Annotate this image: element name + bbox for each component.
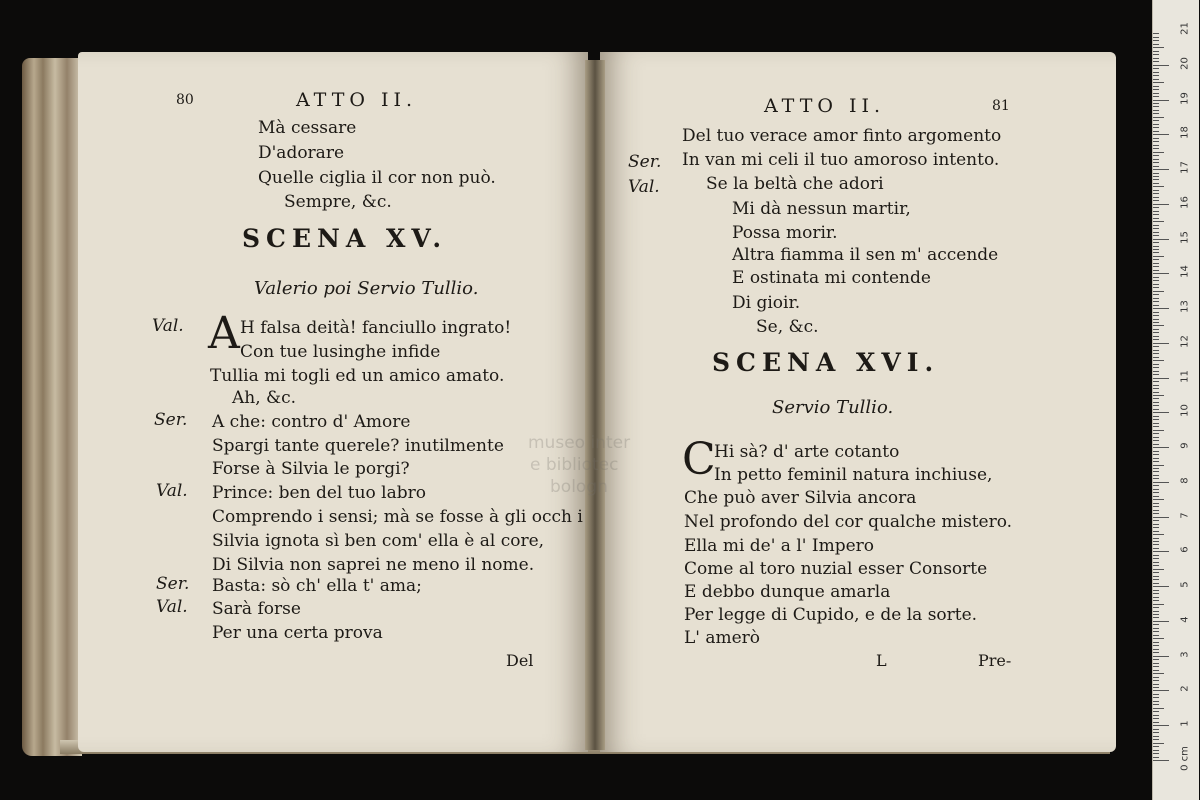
verse-line: Possa morir. (732, 223, 838, 243)
ruler-tick (1153, 179, 1159, 180)
ruler-tick (1153, 225, 1159, 226)
ruler-tick (1153, 621, 1169, 622)
ruler-tick (1153, 287, 1159, 288)
ruler-tick (1153, 405, 1159, 406)
ruler-tick (1153, 708, 1164, 709)
ruler-tick (1153, 166, 1159, 167)
ruler-tick (1153, 569, 1164, 570)
ruler-tick (1153, 524, 1159, 525)
scene-title-xvi: SCENA XVI. (712, 348, 940, 377)
ruler-number: 20 (1179, 56, 1191, 70)
ruler-tick (1153, 152, 1164, 153)
ruler-tick (1153, 398, 1159, 399)
ruler-tick (1153, 214, 1159, 215)
ruler-tick (1153, 124, 1159, 125)
ruler-tick (1153, 426, 1159, 427)
ruler-tick (1153, 218, 1159, 219)
ruler-tick (1153, 423, 1159, 424)
ruler-tick (1153, 642, 1159, 643)
ruler-tick (1153, 544, 1159, 545)
ruler-tick (1153, 110, 1159, 111)
verse-line: In van mi celi il tuo amoroso intento. (682, 150, 1000, 170)
ruler-tick (1153, 440, 1159, 441)
ruler-tick (1153, 89, 1159, 90)
ruler-tick (1153, 729, 1159, 730)
ruler-tick (1153, 649, 1159, 650)
ruler-tick (1153, 190, 1159, 191)
ruler-tick (1153, 117, 1164, 118)
verse-line: Nel profondo del cor qualche mistero. (684, 512, 1013, 532)
ruler-tick (1153, 412, 1169, 413)
verse-line: E ostinata mi contende (732, 268, 931, 288)
ruler-tick (1153, 645, 1159, 646)
verse-line: Di Silvia non saprei ne meno il nome. (212, 555, 535, 575)
verse-line: Comprendo i sensi; mà se fosse à gli occh i (212, 507, 583, 527)
ruler-tick (1153, 579, 1159, 580)
verse-line: Di gioir. (732, 293, 801, 313)
ruler-tick (1153, 319, 1159, 320)
ruler-tick (1153, 284, 1159, 285)
drop-capital: A (208, 308, 240, 359)
ruler-tick (1153, 54, 1159, 55)
verse-line: Prince: ben del tuo labro (212, 483, 426, 503)
ruler-tick (1153, 565, 1159, 566)
ruler-tick (1153, 732, 1159, 733)
ruler-tick (1153, 465, 1164, 466)
speaker-label: Ser. (154, 410, 188, 430)
ruler-tick (1153, 611, 1159, 612)
ruler-tick (1153, 548, 1159, 549)
ruler-tick (1153, 593, 1159, 594)
verse-line: Ah, &c. (232, 388, 297, 408)
speaker-label: Ser. (156, 574, 190, 594)
ruler-tick (1153, 572, 1159, 573)
verse-line: Per una certa prova (212, 623, 383, 643)
ruler-tick (1153, 315, 1159, 316)
signature-mark: L (876, 651, 887, 670)
ruler-tick (1153, 40, 1159, 41)
ruler-number: 0 cm (1179, 746, 1191, 771)
ruler-tick (1153, 308, 1169, 309)
ruler-tick (1153, 628, 1159, 629)
ruler-tick (1153, 624, 1159, 625)
ruler-tick (1153, 277, 1159, 278)
running-head-right: ATTO II. (764, 95, 886, 117)
ruler-tick (1153, 746, 1159, 747)
verse-line: Tullia mi togli ed un amico amato. (210, 366, 505, 386)
catchword-left: Del (506, 651, 534, 670)
ruler-tick (1153, 204, 1169, 205)
ruler-tick (1153, 739, 1159, 740)
ruler-tick (1153, 350, 1159, 351)
ruler-tick (1153, 249, 1159, 250)
verse-line: Del tuo verace amor finto argomento (682, 126, 1002, 146)
ruler-tick (1153, 586, 1169, 587)
verse-line: Ella mi de' a l' Impero (684, 536, 874, 556)
verse-line: Spargi tante querele? inutilmente (212, 436, 504, 456)
page-edges-left (22, 58, 82, 756)
ruler-tick (1153, 551, 1169, 552)
ruler-tick (1153, 684, 1159, 685)
ruler-tick (1153, 503, 1159, 504)
verse-line: Silvia ignota sì ben com' ella è al core, (212, 531, 545, 551)
ruler-tick (1153, 471, 1159, 472)
ruler-tick (1153, 690, 1169, 691)
ruler-tick (1153, 517, 1169, 518)
ruler-tick (1153, 242, 1159, 243)
ruler-tick (1153, 75, 1159, 76)
ruler-tick (1153, 294, 1159, 295)
ruler-tick (1153, 673, 1164, 674)
ruler-tick (1153, 527, 1159, 528)
ruler-tick (1153, 82, 1164, 83)
ruler-tick (1153, 701, 1159, 702)
ruler-number: 2 (1179, 685, 1191, 693)
ruler-tick (1153, 555, 1159, 556)
ruler-number: 7 (1179, 511, 1191, 519)
ruler-tick (1153, 176, 1159, 177)
ruler-tick (1153, 520, 1159, 521)
verse-line: L' amerò (684, 628, 761, 648)
verse-line: Sarà forse (212, 599, 301, 619)
ruler-tick (1153, 360, 1164, 361)
ruler-tick (1153, 138, 1159, 139)
ruler-tick (1153, 103, 1159, 104)
ruler-tick (1153, 145, 1159, 146)
ruler-tick (1153, 433, 1159, 434)
ruler-tick (1153, 259, 1159, 260)
ruler-tick (1153, 677, 1159, 678)
verse-line: Come al toro nuzial esser Consorte (684, 559, 988, 579)
ruler-tick (1153, 638, 1164, 639)
verse-line: Per legge di Cupido, e de la sorte. (684, 605, 978, 625)
ruler-tick (1153, 79, 1159, 80)
ruler-tick (1153, 86, 1159, 87)
ruler-tick (1153, 93, 1159, 94)
ruler-tick (1153, 635, 1159, 636)
page-number-right: 81 (992, 98, 1010, 114)
ruler-tick (1153, 492, 1159, 493)
ruler-tick (1153, 656, 1169, 657)
ruler-tick (1153, 162, 1159, 163)
ruler-tick (1153, 200, 1159, 201)
ruler-tick (1153, 336, 1159, 337)
measuring-ruler (1152, 0, 1199, 800)
ruler-tick (1153, 246, 1159, 247)
ruler-tick (1153, 576, 1159, 577)
ruler-tick (1153, 666, 1159, 667)
ruler-tick (1153, 478, 1159, 479)
ruler-tick (1153, 193, 1159, 194)
ruler-tick (1153, 207, 1159, 208)
ruler-tick (1153, 468, 1159, 469)
ruler-number: 10 (1179, 404, 1191, 418)
ruler-tick (1153, 68, 1159, 69)
ruler-tick (1153, 148, 1159, 149)
verse-line: Quelle ciglia il cor non può. (258, 168, 496, 188)
verse-line: Mi dà nessun martir, (732, 199, 911, 219)
ruler-tick (1153, 100, 1169, 101)
ruler-tick (1153, 44, 1159, 45)
ruler-tick (1153, 663, 1159, 664)
ruler-tick (1153, 159, 1159, 160)
ruler-tick (1153, 280, 1159, 281)
ruler-tick (1153, 131, 1159, 132)
ruler-tick (1153, 273, 1169, 274)
ruler-number: 1 (1179, 720, 1191, 727)
ruler-tick (1153, 715, 1159, 716)
ruler-tick (1153, 374, 1159, 375)
ruler-tick (1153, 454, 1159, 455)
ruler-tick (1153, 617, 1159, 618)
ruler-tick (1153, 291, 1164, 292)
ruler-tick (1153, 631, 1159, 632)
ruler-tick (1153, 597, 1159, 598)
ruler-tick (1153, 329, 1159, 330)
ruler-tick (1153, 364, 1159, 365)
ruler-tick (1153, 61, 1159, 62)
ruler-tick (1153, 482, 1169, 483)
ruler-tick (1153, 416, 1159, 417)
ruler-tick (1153, 725, 1169, 726)
ruler-tick (1153, 141, 1159, 142)
ruler-tick (1153, 235, 1159, 236)
ruler-tick (1153, 37, 1159, 38)
ruler-tick (1153, 604, 1164, 605)
ruler-tick (1153, 298, 1159, 299)
ruler-tick (1153, 760, 1169, 761)
ruler-number: 14 (1179, 265, 1191, 279)
ruler-tick (1153, 186, 1164, 187)
ruler-tick (1153, 197, 1159, 198)
speaker-label: Val. (156, 481, 188, 501)
ruler-tick (1153, 541, 1159, 542)
ruler-tick (1153, 718, 1159, 719)
ruler-tick (1153, 687, 1159, 688)
ruler-tick (1153, 395, 1164, 396)
verse-line: Forse à Silvia le porgi? (212, 459, 410, 479)
ruler-tick (1153, 183, 1159, 184)
ruler-number: 4 (1179, 616, 1191, 623)
verse-line: Mà cessare (258, 118, 357, 138)
ruler-tick (1153, 270, 1159, 271)
ruler-tick (1153, 228, 1159, 229)
ruler-tick (1153, 173, 1159, 174)
ruler-tick (1153, 750, 1159, 751)
ruler-tick (1153, 221, 1164, 222)
ruler-tick (1153, 496, 1159, 497)
ruler-tick (1153, 513, 1159, 514)
ruler-tick (1153, 346, 1159, 347)
ruler-tick (1153, 65, 1169, 66)
ruler-tick (1153, 47, 1164, 48)
ruler-tick (1153, 113, 1159, 114)
library-watermark (528, 432, 630, 498)
ruler-tick (1153, 590, 1159, 591)
ruler-tick (1153, 409, 1159, 410)
verse-line: Basta: sò ch' ella t' ama; (212, 576, 422, 596)
ruler-tick (1153, 736, 1159, 737)
ruler-tick (1153, 722, 1159, 723)
ruler-number: 16 (1179, 195, 1191, 209)
verse-line: In petto feminil natura inchiuse, (714, 465, 993, 485)
watermark-line: bologn (550, 477, 608, 497)
ruler-number: 13 (1179, 300, 1191, 313)
book-gutter (585, 60, 605, 750)
ruler-tick (1153, 367, 1159, 368)
ruler-number: 6 (1179, 546, 1191, 554)
ruler-tick (1153, 652, 1159, 653)
ruler-tick (1153, 339, 1159, 340)
ruler-tick (1153, 437, 1159, 438)
ruler-tick (1153, 325, 1164, 326)
verse-line: A che: contro d' Amore (212, 412, 411, 432)
ruler-number: 12 (1179, 334, 1191, 348)
ruler-tick (1153, 510, 1159, 511)
verse-line: Se, &c. (756, 317, 819, 337)
ruler-number: 11 (1179, 369, 1191, 383)
verse-line: Sempre, &c. (284, 192, 392, 212)
ruler-tick (1153, 58, 1159, 59)
ruler-tick (1153, 120, 1159, 121)
ruler-tick (1153, 381, 1159, 382)
drop-capital: C (682, 434, 716, 485)
ruler-tick (1153, 600, 1159, 601)
verse-line: D'adorare (258, 143, 345, 163)
verse-line: Altra fiamma il sen m' accende (732, 245, 999, 265)
ruler-tick (1153, 155, 1159, 156)
ruler-tick (1153, 357, 1159, 358)
ruler-tick (1153, 558, 1159, 559)
ruler-number: 19 (1179, 91, 1191, 105)
ruler-tick (1153, 127, 1159, 128)
verse-line: H falsa deità! fanciullo ingrato! (240, 318, 512, 338)
ruler-tick (1153, 753, 1159, 754)
ruler-tick (1153, 371, 1159, 372)
ruler-tick (1153, 239, 1169, 240)
ruler-tick (1153, 252, 1159, 253)
ruler-tick (1153, 106, 1159, 107)
ruler-tick (1153, 51, 1159, 52)
ruler-tick (1153, 392, 1159, 393)
ruler-tick (1153, 169, 1169, 170)
ruler-tick (1153, 583, 1159, 584)
ruler-tick (1153, 499, 1164, 500)
verse-line: E debbo dunque amarla (684, 582, 891, 602)
ruler-tick (1153, 353, 1159, 354)
ruler-tick (1153, 607, 1159, 608)
ruler-tick (1153, 475, 1159, 476)
ruler-tick (1153, 305, 1159, 306)
ruler-number: 18 (1179, 126, 1191, 140)
verse-line: Che può aver Silvia ancora (684, 488, 917, 508)
ruler-tick (1153, 757, 1159, 758)
ruler-tick (1153, 506, 1159, 507)
ruler-tick (1153, 659, 1159, 660)
ruler-tick (1153, 343, 1169, 344)
ruler-tick (1153, 461, 1159, 462)
verse-line: Con tue lusinghe infide (240, 342, 441, 362)
ruler-tick (1153, 485, 1159, 486)
scene-characters-xvi: Servio Tullio. (772, 397, 894, 418)
ruler-number: 8 (1179, 477, 1191, 484)
ruler-number: 5 (1179, 581, 1191, 588)
ruler-tick (1153, 211, 1159, 212)
ruler-tick (1153, 312, 1159, 313)
ruler-tick (1153, 322, 1159, 323)
ruler-tick (1153, 402, 1159, 403)
ruler-tick (1153, 419, 1159, 420)
ruler-number: 3 (1179, 651, 1191, 658)
ruler-tick (1153, 458, 1159, 459)
scene-title-xv: SCENA XV. (242, 224, 448, 253)
ruler-tick (1153, 447, 1169, 448)
ruler-tick (1153, 451, 1159, 452)
ruler-tick (1153, 256, 1164, 257)
speaker-label: Val. (156, 597, 188, 617)
speaker-label: Ser. (628, 152, 662, 172)
ruler-tick (1153, 670, 1159, 671)
ruler-tick (1153, 538, 1159, 539)
ruler-tick (1153, 697, 1159, 698)
ruler-tick (1153, 388, 1159, 389)
ruler-tick (1153, 534, 1164, 535)
ruler-tick (1153, 489, 1159, 490)
ruler-number: 15 (1179, 230, 1191, 244)
ruler-tick (1153, 33, 1159, 34)
ruler-tick (1153, 430, 1164, 431)
ruler-tick (1153, 694, 1159, 695)
ruler-tick (1153, 531, 1159, 532)
catchword-right: Pre- (978, 651, 1012, 670)
ruler-tick (1153, 711, 1159, 712)
ruler-tick (1153, 614, 1159, 615)
ruler-tick (1153, 378, 1169, 379)
ruler-tick (1153, 232, 1159, 233)
ruler-tick (1153, 96, 1159, 97)
ruler-tick (1153, 301, 1159, 302)
speaker-label: Val. (152, 316, 184, 336)
watermark-line: museo inter (528, 433, 631, 453)
scene-characters-xv: Valerio poi Servio Tullio. (254, 278, 479, 299)
ruler-number: 9 (1179, 442, 1191, 449)
running-head-left: ATTO II. (296, 89, 418, 111)
verse-line: Se la beltà che adori (706, 174, 884, 194)
page-number-left: 80 (176, 92, 194, 108)
ruler-tick (1153, 266, 1159, 267)
ruler-tick (1153, 743, 1164, 744)
ruler-number: 17 (1179, 161, 1191, 174)
speaker-label: Val. (628, 177, 660, 197)
watermark-line: e bibliotec (530, 455, 619, 475)
ruler-tick (1153, 562, 1159, 563)
ruler-tick (1153, 263, 1159, 264)
ruler-tick (1153, 134, 1169, 135)
ruler-tick (1153, 385, 1159, 386)
ruler-tick (1153, 680, 1159, 681)
ruler-number: 21 (1179, 22, 1191, 35)
ruler-tick (1153, 444, 1159, 445)
ruler-tick (1153, 72, 1159, 73)
ruler-tick (1153, 332, 1159, 333)
ruler-tick (1153, 704, 1159, 705)
verse-line: Hi sà? d' arte cotanto (714, 442, 900, 462)
